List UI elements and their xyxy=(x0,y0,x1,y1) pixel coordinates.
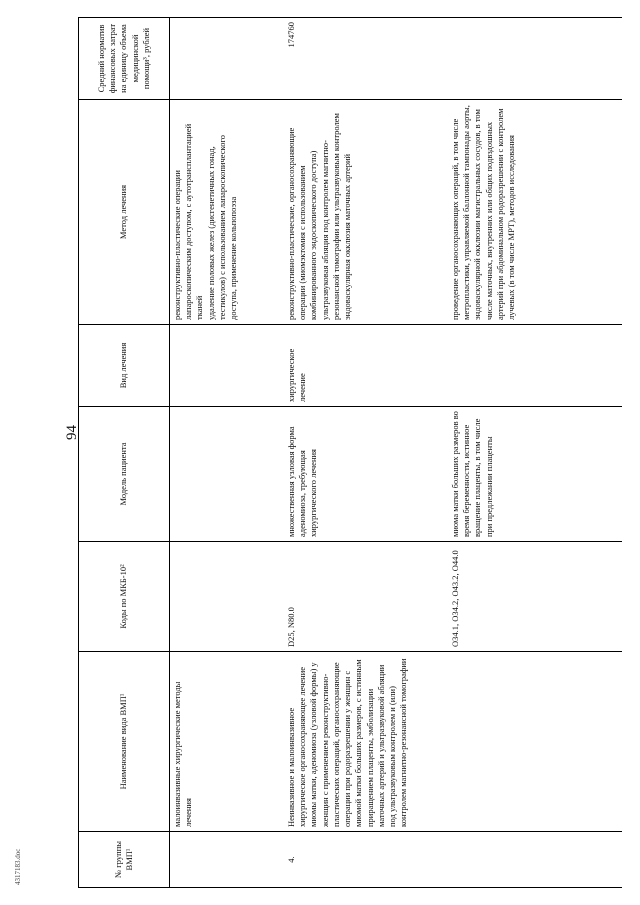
header-treatment-method: Метод лечения xyxy=(79,100,170,325)
document-id: 4317183.doc xyxy=(14,848,22,885)
cell-treatment-type: хирургическое лечение xyxy=(284,325,448,407)
header-icd-codes: Коды по МКБ-10² xyxy=(79,542,170,652)
header-treatment-type: Вид лечения xyxy=(79,325,170,407)
page-number: 94 xyxy=(64,425,80,440)
table-row xyxy=(448,18,622,888)
header-avg-cost: Средний норматив финансовых затрат на единицу объема медицинской помощи³, рублей xyxy=(79,18,170,100)
cell-treatment-method xyxy=(284,100,448,325)
cell-group-no: 4. xyxy=(284,832,448,888)
cell-vmp-name: малоинвазивные хирургические методы лечения xyxy=(170,652,285,832)
cell-icd-codes xyxy=(170,542,285,652)
table-header-row xyxy=(79,18,170,888)
cell-avg-cost: 174760 xyxy=(284,18,448,100)
method-item: проведение органосохраняющих операций, в том числе метропластики, управляемой баллонной тампонады аорты, эндоваскулярной окклюзии магистральных сосудов, в том числе маточных, внутренних или общих подвздошных артерий при абдоминальном родоразрешении с контролем лучевых (в том числе МРТ), методов исследования xyxy=(450,105,517,320)
method-item: эндоваскулярная окклюзия маточных артерий xyxy=(342,153,353,320)
method-item: реконструктивно-пластические операции лапароскопическим доступом, с аутотрансплантацией тканей xyxy=(172,123,205,320)
header-group-no: № группы ВМП¹ xyxy=(79,832,170,888)
cell-icd-codes: D25, N80.0 xyxy=(284,542,448,652)
header-vmp-name: Наименование вида ВМП¹ xyxy=(79,652,170,832)
cell-avg-cost xyxy=(448,18,622,100)
cell-patient-model: множественная узловая форма аденомиоза, требующая хирургического лечения xyxy=(284,407,448,542)
vmp-table xyxy=(78,17,622,888)
method-item: удаление половых желез (дисгенетичных гонад, тестикулов) с использованием лапароскопического доступа, применение кольпопоэза xyxy=(205,135,239,320)
cell-avg-cost xyxy=(170,18,285,100)
cell-vmp-name xyxy=(448,652,622,832)
table-row xyxy=(284,18,448,888)
cell-group-no xyxy=(448,832,622,888)
cell-patient-model xyxy=(170,407,285,542)
cell-treatment-method xyxy=(448,100,622,325)
cell-group-no xyxy=(170,832,285,888)
cell-vmp-name: Неинвазивное и малоинвазивное хирургическое органосохраняющее лечение миомы матки, аденомиоза (узловой формы) у женщин с применением реконструктивно-пластических операций, органосохраняющие операции при родоразрешении у женщин с миомой матки больших размеров, с истинным приращением плаценты, эмболизации маточных артерий и ультразвуковой абляции под ультразвуковым контролем и (или) контролем магнитно-резонансной томографии xyxy=(284,652,448,832)
method-item: реконструктивно-пластические, органосохраняющие операции (миомэктомия с использованием комбинированного эндоскопического доступа) xyxy=(286,127,319,320)
cell-treatment-type xyxy=(448,325,622,407)
cell-treatment-type xyxy=(170,325,285,407)
header-patient-model: Модель пациента xyxy=(79,407,170,542)
table-row xyxy=(170,18,285,888)
cell-treatment-method xyxy=(170,100,285,325)
method-item: ультразвуковая абляция под контролем магнитно-резонансной томографии или ультразвуковым контролем xyxy=(319,113,341,320)
cell-icd-codes: O34.1, O34.2, O43.2, O44.0 xyxy=(448,542,622,652)
rotated-table-container xyxy=(78,18,618,888)
cell-patient-model: миома матки больших размеров во время беременности, истинное вращение плаценты, в том числе при предлежании плаценты xyxy=(448,407,622,542)
